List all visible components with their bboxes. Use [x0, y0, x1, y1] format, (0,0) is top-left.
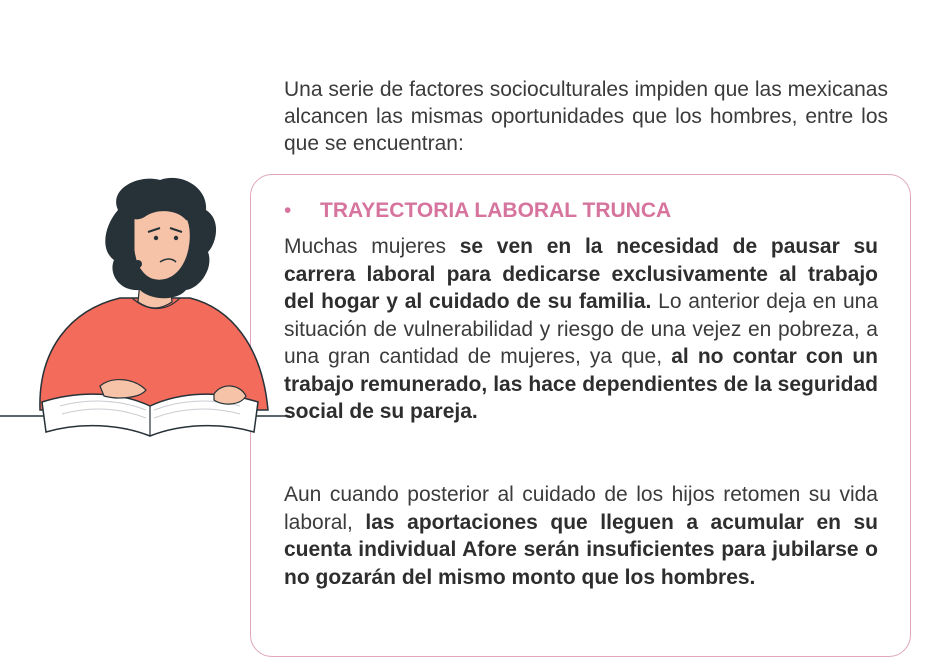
p2-bold-1: las aportaciones que lleguen a acumular en su cuenta individual Afore serán insuficientes para jubilarse o no gozarán del mismo monto que los hombres. — [284, 510, 878, 589]
p2-text-1: Aun cuando posterior al cuidado de los hijos retomen su vida laboral, — [284, 483, 878, 534]
paragraph-1 — [284, 233, 878, 426]
paragraph-2 — [284, 481, 878, 591]
worried-woman-reading-book-icon — [0, 170, 290, 445]
bullet-icon: • — [284, 199, 292, 222]
intro-text: Una serie de factores socioculturales impiden que las mexicanas alcancen las mismas oportunidades que los hombres, entre los que se encuentran: — [284, 78, 888, 155]
p1-bold-1: se ven en la necesidad de pausar su carrera laboral para dedicarse exclusivamente al trabajo del hogar y al cuidado de su familia. — [284, 235, 879, 313]
p1-text-2: Lo anterior deja en una situación de vulnerabilidad y riesgo de una vejez en pobreza, a una gran cantidad de mujeres, ya que, — [284, 290, 878, 368]
section-title: TRAYECTORIA LABORAL TRUNCA — [320, 199, 672, 222]
p1-bold-2: al no contar con un trabajo remunerado, las hace dependientes de la seguridad social de su pareja. — [284, 345, 878, 423]
section-heading — [284, 197, 671, 225]
p1-text-1: Muchas mujeres — [284, 235, 460, 258]
